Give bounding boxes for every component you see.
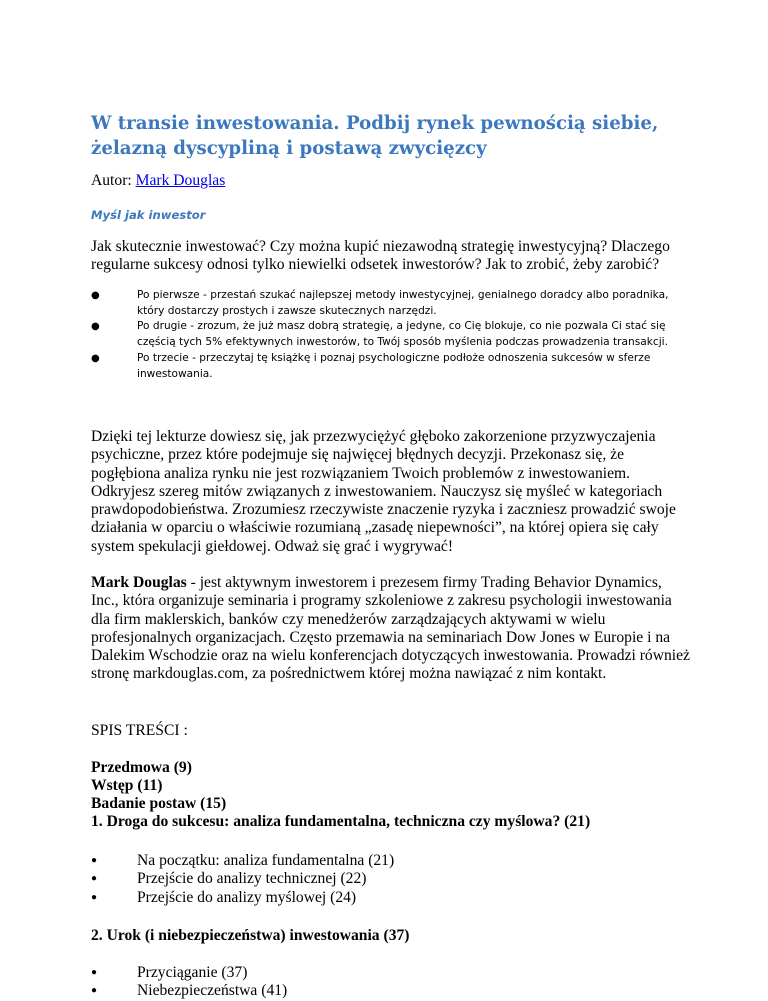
- list-item: [91, 288, 682, 319]
- intro-paragraph: Jak skutecznie inwestować? Czy można kupić niezawodną strategię inwestycyjną? Dlaczego regularne sukcesy odnosi tylko niewielki odsetek inwestorów? Jak to zrobić, żeby zarobić?: [91, 238, 670, 274]
- toc-subentry: Przyciąganie (37): [137, 964, 248, 981]
- bullet-icon: ●: [91, 967, 98, 978]
- author-line: [91, 172, 225, 190]
- author-label: Autor:: [91, 172, 136, 189]
- toc-subentry: Na początku: analiza fundamentalna (21): [137, 852, 395, 869]
- bullet-icon: ●: [91, 321, 100, 333]
- bullet-icon: ●: [91, 873, 98, 885]
- author-link[interactable]: Mark Douglas: [135, 172, 226, 189]
- toc-heading: SPIS TREŚCI :: [91, 722, 188, 739]
- toc-entry: 2. Urok (i niebezpieczeństwa) inwestowania (37): [91, 927, 410, 944]
- list-item: [91, 319, 682, 350]
- list-item: [91, 982, 651, 1000]
- toc-chapter1-list: [91, 852, 651, 907]
- bullet-icon: ●: [91, 891, 98, 903]
- bio-author-name: Mark Douglas: [91, 574, 187, 591]
- toc-entry: Przedmowa (9): [91, 759, 192, 776]
- author-bio-paragraph: [91, 574, 691, 684]
- list-item: [91, 351, 682, 382]
- toc-entry: 1. Droga do sukcesu: analiza fundamentalna, techniczna czy myślowa? (21): [91, 813, 591, 830]
- toc-subentry: Niebezpieczeństwa (41): [137, 982, 288, 1000]
- list-item-text: Po drugie - zrozum, że już masz dobrą strategię, a jedyne, co Cię blokuje, co nie pozwala Ci stać się częścią tych 5% efektywnych inwestorów, to Twój sposób myślenia podczas prowadzenia transakcji.: [137, 320, 668, 349]
- list-item: [91, 889, 651, 907]
- list-item-text: Po pierwsze - przestań szukać najlepszej metody inwestycyjnej, genialnego doradcy albo poradnika, który dostarczy prostych i zawsze skutecznych narzędzi.: [137, 289, 669, 317]
- toc-chapter2-list: [91, 964, 651, 1001]
- bullet-icon: ●: [91, 290, 100, 301]
- bullet-icon: ●: [91, 855, 98, 866]
- toc-subentry: Przejście do analizy myślowej (24): [137, 888, 357, 906]
- toc-entry: Badanie postaw (15): [91, 795, 227, 812]
- bullet-icon: ●: [91, 352, 100, 364]
- section-subheading: Myśl jak inwestor: [91, 208, 206, 222]
- list-item: [91, 964, 651, 982]
- bullet-icon: ●: [91, 985, 98, 997]
- list-item: [91, 852, 651, 870]
- list-item-text: Po trzecie - przeczytaj tę książkę i poznaj psychologiczne podłoże odnoszenia sukcesów w sferze inwestowania.: [137, 351, 651, 380]
- key-points-list: [91, 288, 691, 382]
- bio-text: - jest aktywnym inwestorem i prezesem firmy Trading Behavior Dynamics, Inc., która organizuje seminaria i programy szkoleniowe z zakresu psychologii inwestowania dla firm maklerskich, banków czy menedżerów zarządzających aktywami w wielu profesjonalnych organizacjach. Często przemawia na seminariach Dow Jones w Europie i na Dalekim Wschodzie oraz na wielu konferencjach dotyczących inwestowania. Prowadzi również stronę markdouglas.com, za pośrednictwem której można nawiązać z nim kontakt.: [91, 574, 690, 683]
- list-item: [91, 870, 651, 888]
- toc-entry: Wstęp (11): [91, 777, 163, 794]
- document-title: W transie inwestowania. Podbij rynek pewnością siebie, żelazną dyscypliną i postawą zwycięzcy: [91, 113, 659, 159]
- description-paragraph: Dzięki tej lekturze dowiesz się, jak przezwyciężyć głęboko zakorzenione przyzwyczajenia psychiczne, przez które podejmuje się najwięcej błędnych decyzji. Przekonasz się, że pogłębiona analiza rynku nie jest rozwiązaniem Twoich problemów z inwestowaniem. Odkryjesz szereg mitów związanych z inwestowaniem. Nauczysz się myśleć w kategoriach prawdopodobieństwa. Zrozumiesz rzeczywiste znaczenie ryzyka i zaczniesz prowadzić swoje działania w oparciu o właściwie rozumianą „zasadę niepewności”, na której opiera się cały system spekulacji giełdowej. Odważ się grać i wygrywać!: [91, 428, 676, 555]
- toc-subentry: Przejście do analizy technicznej (22): [137, 870, 367, 888]
